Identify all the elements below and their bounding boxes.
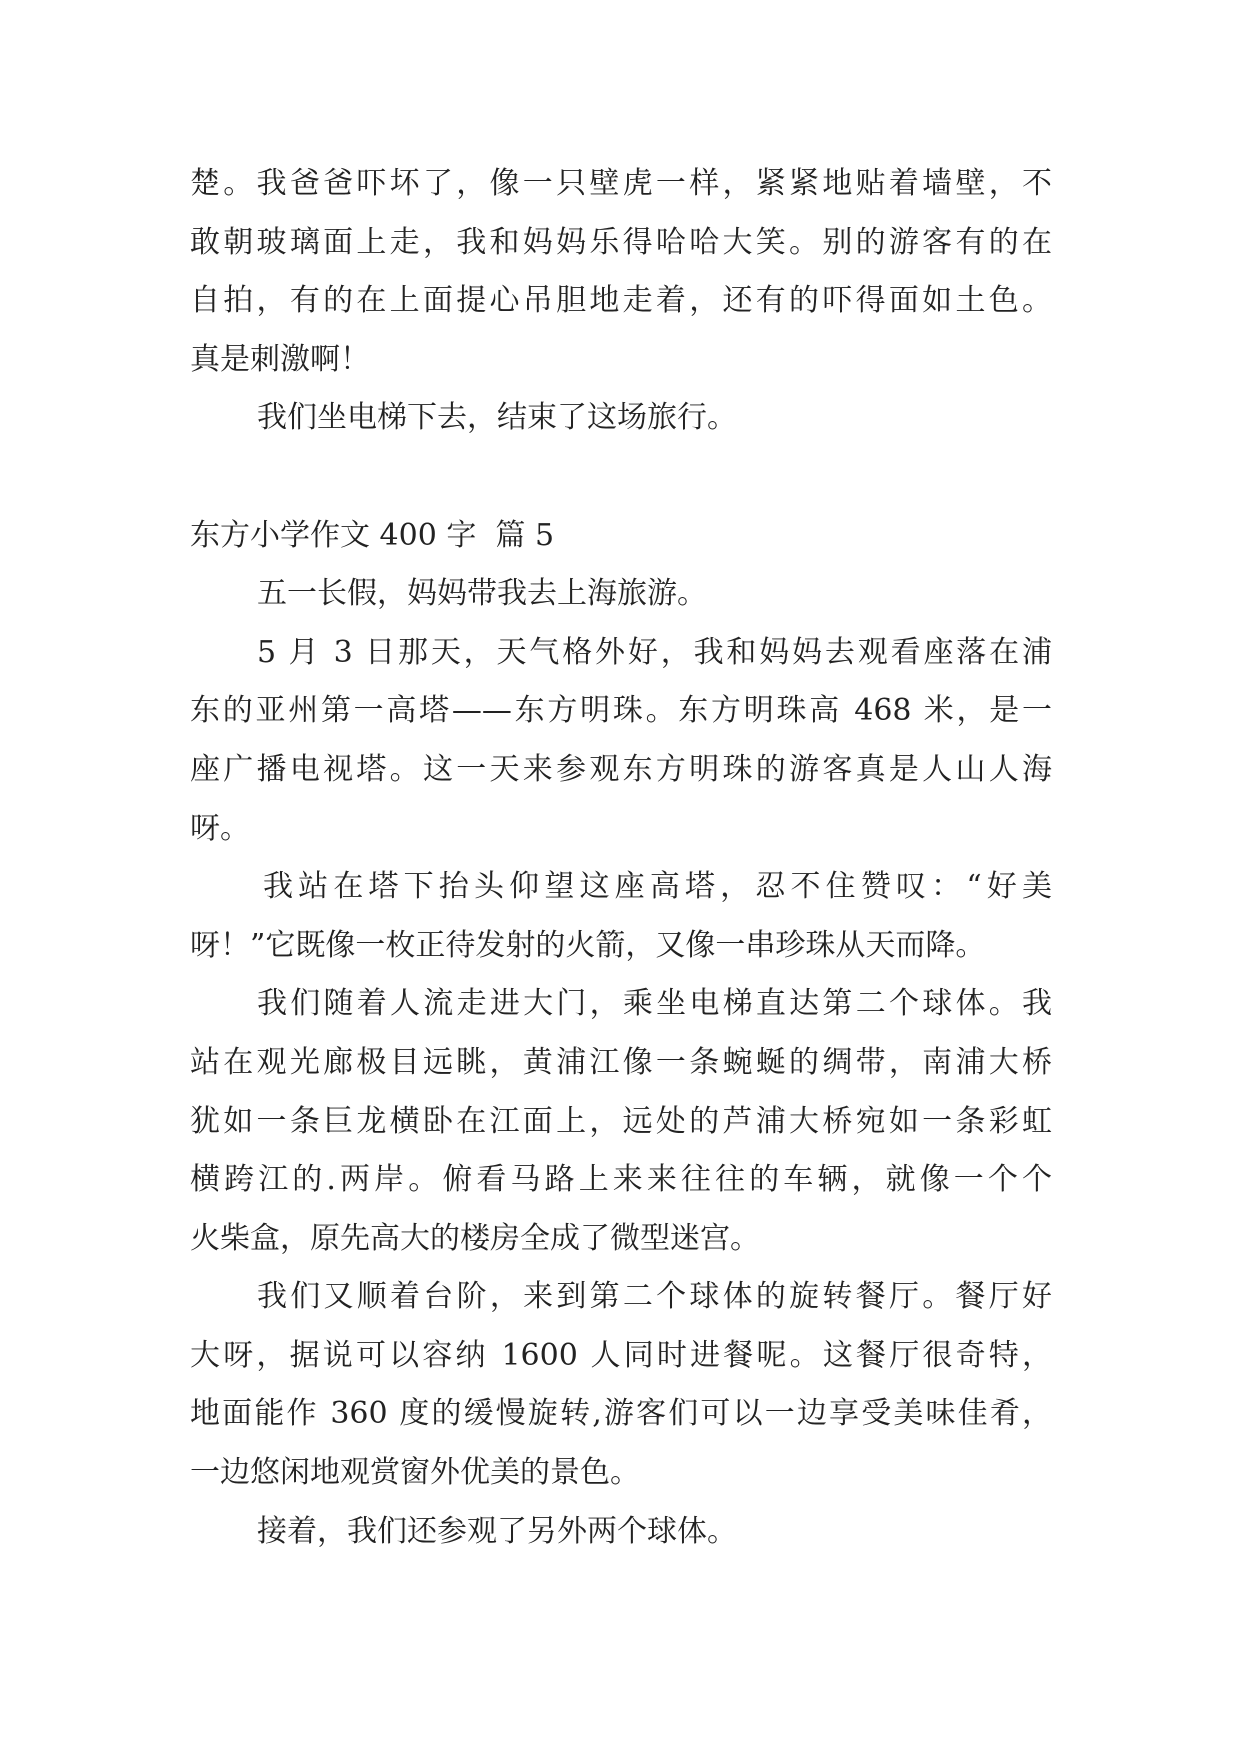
- text-line: 大呀，据说可以容纳 1600 人同时进餐呢。这餐厅很奇特，: [190, 1337, 1052, 1373]
- paragraph: [190, 975, 1052, 1268]
- text-line: 座广播电视塔。这一天来参观东方明珠的游客真是人山人海: [190, 751, 1052, 787]
- text-line: 地面能作 360 度的缓慢旋转,游客们可以一边享受美味佳肴，: [190, 1396, 1052, 1432]
- text-line: 呀！”它既像一枚正待发射的火箭，又像一串珍珠从天而降。: [190, 927, 986, 963]
- text-line: 我站在塔下抬头仰望这座高塔，忍不住赞叹：“好美: [263, 869, 1052, 905]
- text-line: 五一长假，妈妈带我去上海旅游。: [257, 576, 707, 612]
- text-line: 东的亚州第一高塔——东方明珠。东方明珠高 468 米，是一: [190, 693, 1052, 729]
- paragraph: [190, 389, 1052, 448]
- text-line: 敢朝玻璃面上走，我和妈妈乐得哈哈大笑。别的游客有的在: [190, 224, 1052, 260]
- text-line: 我们坐电梯下去，结束了这场旅行。: [257, 400, 737, 436]
- text-line: 我们又顺着台阶，来到第二个球体的旋转餐厅。餐厅好: [257, 1279, 1052, 1315]
- text-line: 楚。我爸爸吓坏了，像一只壁虎一样，紧紧地贴着墙壁，不: [190, 166, 1052, 201]
- text-line: 犹如一条巨龙横卧在江面上，远处的芦浦大桥宛如一条彩虹: [190, 1103, 1052, 1139]
- section-heading: 东方小学作文 400 字 篇 5: [190, 517, 555, 553]
- text-line: 一边悠闲地观赏窗外优美的景色。: [190, 1455, 640, 1491]
- paragraph: [190, 1503, 1052, 1562]
- paragraph: [190, 1268, 1052, 1502]
- paragraph: [190, 624, 1052, 858]
- blank-line: [190, 448, 1052, 507]
- text-line: 5 月 3 日那天，天气格外好，我和妈妈去观看座落在浦: [257, 634, 1052, 670]
- text-line: 呀。: [190, 810, 250, 846]
- text-line: 横跨江的.两岸。俯看马路上来来往往的车辆，就像一个个: [190, 1162, 1052, 1198]
- text-line: 站在观光廊极目远眺，黄浦江像一条蜿蜒的绸带，南浦大桥: [190, 1044, 1052, 1080]
- paragraph: [190, 858, 1052, 975]
- document-page: [190, 155, 1052, 1561]
- paragraph: [190, 565, 1052, 624]
- text-line: 真是刺激啊！: [190, 341, 370, 377]
- paragraph: [190, 155, 1052, 389]
- text-line: 接着，我们还参观了另外两个球体。: [257, 1513, 737, 1549]
- text-line: 自拍，有的在上面提心吊胆地走着，还有的吓得面如土色。: [190, 283, 1052, 319]
- text-line: 火柴盒，原先高大的楼房全成了微型迷宫。: [190, 1220, 760, 1256]
- text-line: 我们随着人流走进大门，乘坐电梯直达第二个球体。我: [257, 986, 1052, 1022]
